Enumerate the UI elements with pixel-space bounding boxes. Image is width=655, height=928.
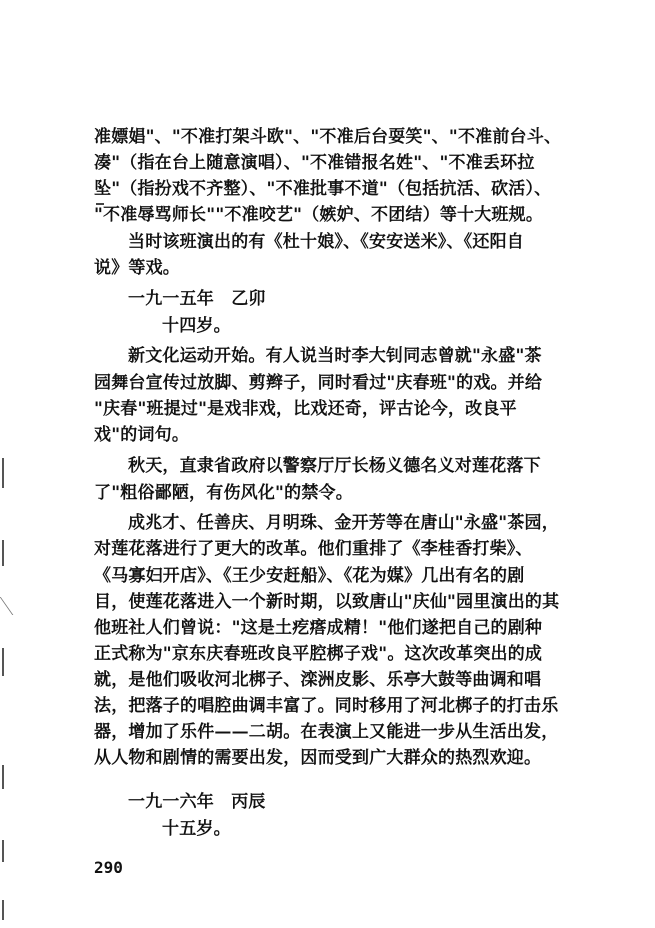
year-heading: 一九一五年 乙卯 (128, 289, 266, 309)
scan-edge-mark (0, 597, 27, 615)
text-line: 他班社人们曾说："这是土疙瘩成精！"他们遂把自己的剧种 (94, 618, 543, 638)
text-line: 成兆才、任善庆、月明珠、金开芳等在唐山"永盛"茶园， (128, 513, 559, 533)
age-line: 十四岁。 (162, 316, 231, 336)
scan-edge-mark (2, 540, 4, 566)
scan-edge-mark (2, 840, 4, 862)
scan-edge-mark (2, 900, 4, 920)
text-line: 《马寡妇开店》、《王少安赶船》、《花为媒》几出有名的剧 (94, 566, 525, 586)
age-line: 十五岁。 (162, 819, 231, 839)
text-line: 正式称为"京东庆春班改良平腔梆子戏"。这次改革突出的成 (94, 644, 543, 664)
text-line: 就，是他们吸收河北梆子、滦洲皮影、乐亭大鼓等曲调和唱 (94, 670, 542, 690)
scan-speck (96, 203, 104, 205)
text-line: 对莲花落进行了更大的改革。他们重排了《李桂香打柴》、 (94, 539, 533, 559)
scan-edge-mark (2, 648, 4, 676)
text-line: 戏"的词句。 (94, 425, 190, 445)
text-line: 坠"（指扮戏不齐整）、"不准批事不道"（包括抗活、砍活）、 (94, 179, 552, 199)
text-line: 园舞台宣传过放脚、剪辫子，同时看过"庆春班"的戏。并给 (94, 373, 543, 393)
scan-edge-mark (2, 765, 4, 789)
text-line: 说》等戏。 (94, 258, 180, 278)
text-line: 凑"（指在台上随意演唱）、"不准错报名姓"、"不准丢环拉 (94, 153, 535, 173)
year-heading: 一九一六年 丙辰 (128, 792, 266, 812)
text-line: 当时该班演出的有《杜十娘》、《安安送米》、《还阳自 (128, 232, 524, 252)
text-line: 准嫖娼"、"不准打架斗欧"、"不准后台耍笑"、"不准前台斗、 (94, 127, 562, 147)
text-line: 新文化运动开始。有人说当时李大钊同志曾就"永盛"茶 (128, 346, 542, 366)
text-line: 秋天，直隶省政府以警察厅厅长杨义德名义对莲花落下 (128, 456, 541, 476)
page-number: 290 (94, 858, 123, 877)
text-line: "庆春"班提过"是戏非戏，比戏还奇，评古论今，改良平 (94, 399, 517, 419)
scan-edge-mark (2, 458, 4, 488)
text-line: 法，把落子的唱腔曲调丰富了。同时移用了河北梆子的打击乐 (94, 696, 559, 716)
text-line: 了"粗俗鄙陋，有伤风化"的禁令。 (94, 483, 353, 503)
text-line: 目，使莲花落进入一个新时期，以致唐山"庆仙"园里演出的其 (94, 592, 560, 612)
text-line: 从人物和剧情的需要出发，因而受到广大群众的热烈欢迎。 (94, 748, 542, 768)
text-line: 器，增加了乐件——二胡。在表演上又能进一步从生活出发， (94, 722, 559, 742)
text-line: "不准辱骂师长""不准咬艺"（嫉妒、不团结）等十大班规。 (94, 205, 544, 225)
